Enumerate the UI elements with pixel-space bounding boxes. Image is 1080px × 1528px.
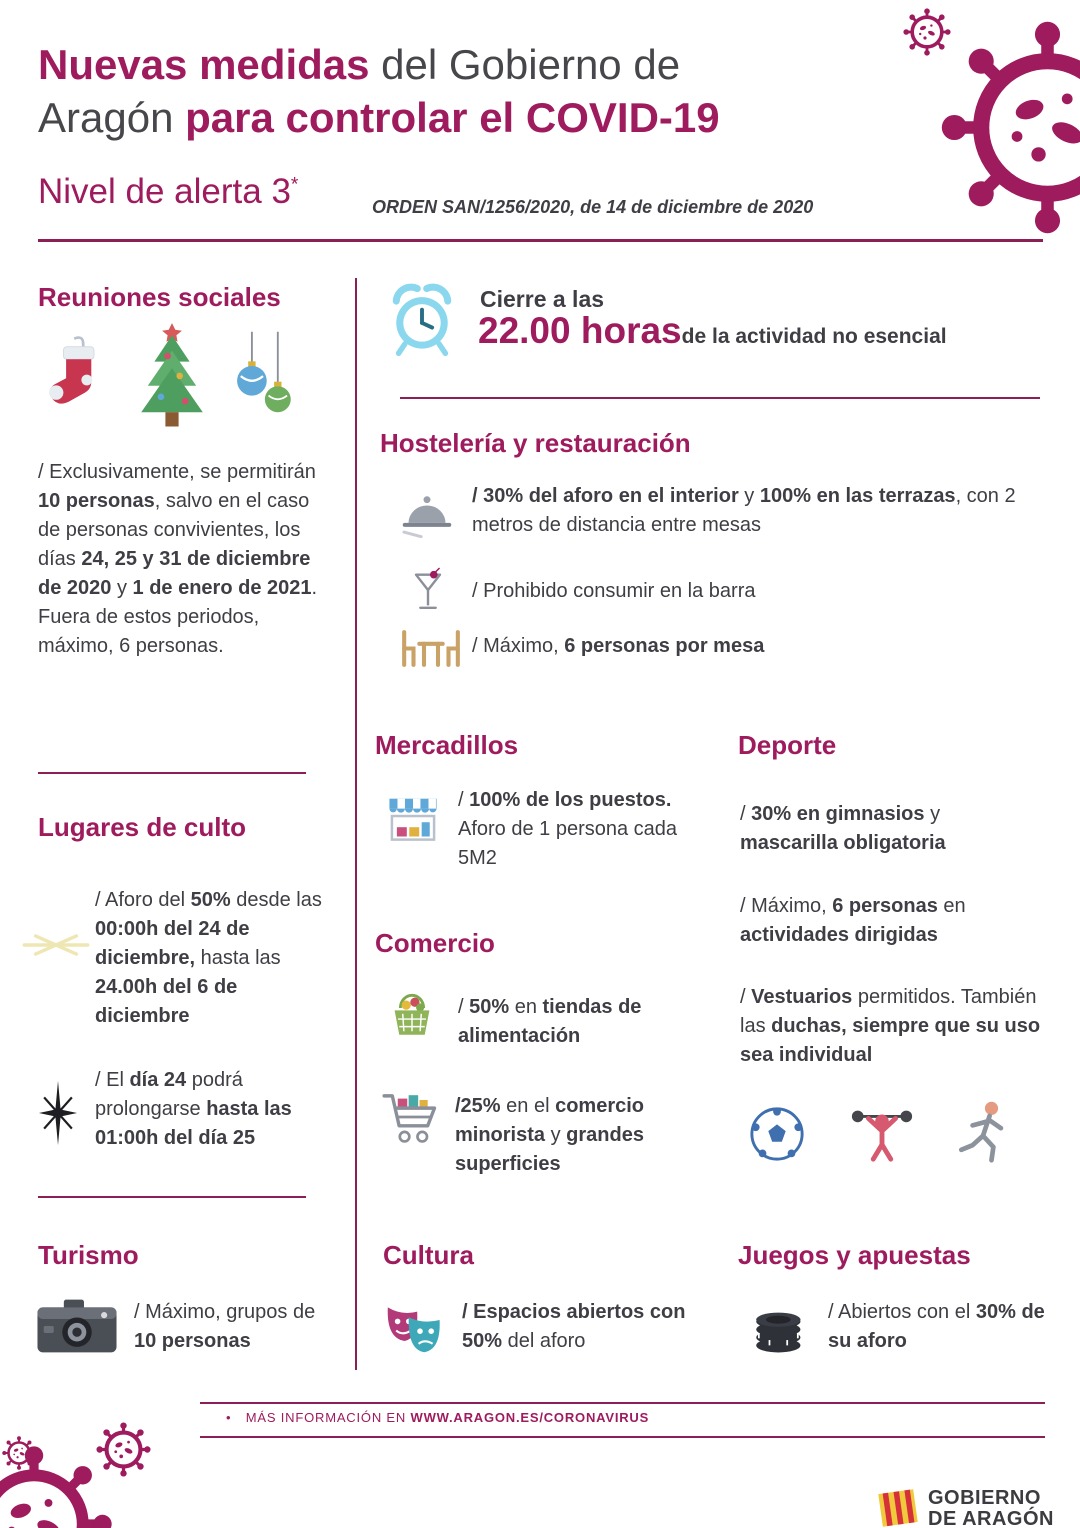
section-heading-cultura: Cultura xyxy=(383,1240,474,1270)
alert-level-text: Nivel de alerta 3 xyxy=(38,172,291,211)
comercio-item-1: / 50% en tiendas de alimentación xyxy=(458,996,642,1047)
culto-item-2: / El día 24 podrá prolongarse hasta las 01:00h del día 25 xyxy=(95,1069,292,1149)
market-stall-icon xyxy=(382,790,444,852)
section-heading-juegos: Juegos y apuestas xyxy=(738,1240,971,1270)
closing-time-line xyxy=(478,310,947,352)
section-heading-turismo: Turismo xyxy=(38,1240,139,1270)
light-rays-icon xyxy=(22,928,90,960)
juegos-body: / Abiertos con el 30% de su aforo xyxy=(828,1301,1045,1352)
turismo-body: / Máximo, grupos de 10 personas xyxy=(134,1301,316,1352)
deporte-item-1: / 30% en gimnasios y mascarilla obligatoria xyxy=(740,803,946,854)
more-info-label: MÁS INFORMACIÓN EN xyxy=(245,1410,411,1425)
theater-masks-icon xyxy=(378,1292,448,1362)
comercio-item-2: /25% en el comercio minorista y grandes superficies xyxy=(455,1095,645,1175)
cultura-body: / Espacios abiertos con 50% del aforo xyxy=(462,1301,686,1352)
food-basket-icon xyxy=(383,986,441,1046)
christmas-ornaments-icon xyxy=(226,328,300,430)
section-heading-deporte: Deporte xyxy=(738,730,837,760)
runner-icon xyxy=(950,1096,1016,1166)
footer-bullet: • xyxy=(226,1410,232,1425)
christmas-tree-icon xyxy=(128,322,216,434)
cocktail-icon xyxy=(404,562,452,622)
coronavirus-small-top-icon xyxy=(903,8,951,56)
star-sparkle-icon xyxy=(32,1080,84,1146)
coronavirus-large-icon xyxy=(940,20,1080,235)
aragon-flag-icon xyxy=(876,1486,920,1528)
alert-asterisk: * xyxy=(290,174,299,196)
reuniones-body: / Exclusivamente, se permitirán 10 personas, salvo en el caso de personas convivientes, los días 24, 25 y 31 de diciembre de 2020 y 1 de enero de 2021. Fuera de estos periodos, máximo, 6 personas. xyxy=(38,461,318,657)
table-chairs-icon xyxy=(396,625,466,675)
alert-level-label xyxy=(38,172,298,212)
government-logo-text xyxy=(928,1488,1054,1528)
christmas-stocking-icon xyxy=(40,330,112,430)
deporte-item-2: / Máximo, 6 personas en actividades dirigidas xyxy=(740,895,966,946)
section-heading-culto: Lugares de culto xyxy=(38,812,247,842)
order-reference: ORDEN SAN/1256/2020, de 14 de diciembre de 2020 xyxy=(372,197,814,217)
alarm-clock-icon xyxy=(383,280,461,358)
left-divider-1 xyxy=(38,772,306,774)
closing-intro: Cierre a las xyxy=(480,286,605,312)
header-divider xyxy=(38,239,1043,242)
poker-chips-icon xyxy=(750,1294,812,1356)
mercadillos-body: / 100% de los puestos. Aforo de 1 persona cada 5M2 xyxy=(458,789,678,869)
logo-line-1: GOBIERNO xyxy=(928,1487,1041,1509)
section-heading-hosteleria: Hostelería y restauración xyxy=(380,428,691,458)
closing-time: 22.00 horas xyxy=(478,310,682,351)
hosteleria-item-1: / 30% del aforo en el interior y 100% en las terrazas, con 2 metros de distancia entre mesas xyxy=(472,485,1016,536)
serving-dome-icon xyxy=(398,487,456,539)
closing-divider xyxy=(400,397,1040,399)
page-title: Nuevas medidas del Gobierno de Aragón para controlar el COVID-19 xyxy=(38,41,720,142)
camera-icon xyxy=(34,1295,120,1359)
hosteleria-item-2: / Prohibido consumir en la barra xyxy=(472,580,756,602)
section-heading-mercadillos: Mercadillos xyxy=(375,730,519,760)
section-heading-comercio: Comercio xyxy=(375,928,495,958)
shopping-cart-icon xyxy=(376,1085,444,1153)
hosteleria-item-3: / Máximo, 6 personas por mesa xyxy=(472,635,765,657)
column-divider xyxy=(355,278,357,1370)
closing-suffix: de la actividad no esencial xyxy=(681,325,947,348)
left-divider-2 xyxy=(38,1196,306,1198)
footer-divider-bottom xyxy=(200,1436,1045,1438)
more-info-url: WWW.ARAGON.ES/CORONAVIRUS xyxy=(410,1410,650,1425)
culto-item-1: / Aforo del 50% desde las 00:00h del 24 de diciembre, hasta las 24.00h del 6 de diciembre xyxy=(95,889,322,1027)
deporte-item-3: / Vestuarios permitidos. También las duchas, siempre que su uso sea individual xyxy=(740,986,1041,1066)
logo-line-2: DE ARAGÓN xyxy=(928,1508,1054,1528)
footer-divider-top xyxy=(200,1402,1045,1404)
weightlifter-icon xyxy=(848,1096,916,1166)
soccer-ball-icon xyxy=(748,1105,806,1163)
coronavirus-footer-large-icon xyxy=(0,1445,113,1528)
section-heading-reuniones: Reuniones sociales xyxy=(38,282,281,312)
more-info-line xyxy=(226,1410,649,1425)
